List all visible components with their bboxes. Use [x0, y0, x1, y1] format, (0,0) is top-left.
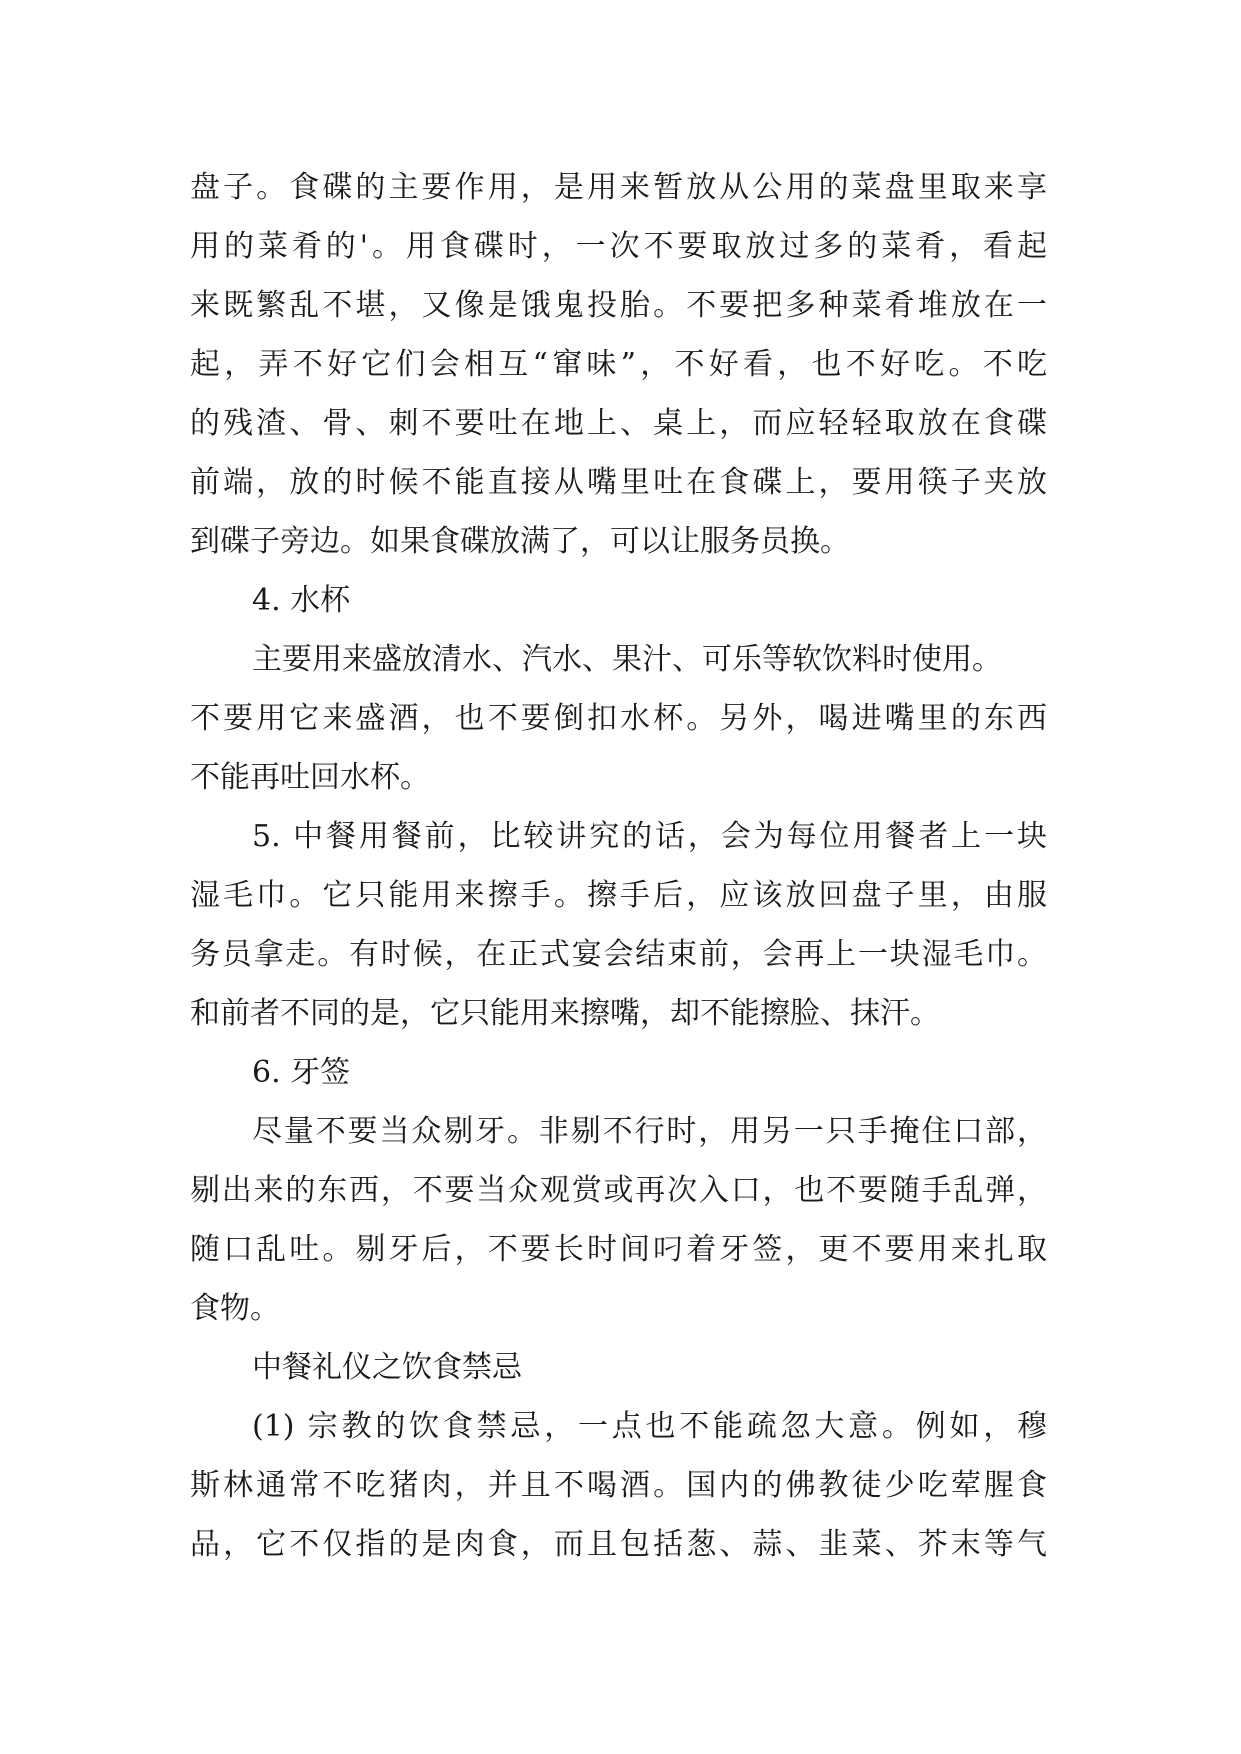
section-heading: 6. 牙签	[252, 1055, 351, 1090]
section-heading: 中餐礼仪之饮食禁忌	[252, 1350, 522, 1385]
body-text-line: 食物。	[190, 1291, 280, 1326]
body-text-line: 务员拿走。有时候，在正式宴会结束前，会再上一块湿毛巾。	[190, 937, 1047, 972]
section-heading: 4. 水杯	[252, 583, 351, 618]
body-text-line: 来既繁乱不堪，又像是饿鬼投胎。不要把多种菜肴堆放在一	[190, 288, 1047, 323]
body-text-line: 剔出来的东西，不要当众观赏或再次入口，也不要随手乱弹，	[190, 1173, 1047, 1208]
body-text-line: 前端，放的时候不能直接从嘴里吐在食碟上，要用筷子夹放	[190, 465, 1047, 500]
body-text-line: (1) 宗教的饮食禁忌，一点也不能疏忽大意。例如，穆	[252, 1409, 1047, 1444]
body-text-line: 到碟子旁边。如果食碟放满了，可以让服务员换。	[190, 524, 850, 559]
body-text-line: 湿毛巾。它只能用来擦手。擦手后，应该放回盘子里，由服	[190, 878, 1047, 913]
body-text-line: 尽量不要当众剔牙。非剔不行时，用另一只手掩住口部，	[252, 1114, 1047, 1149]
body-text-line: 品，它不仅指的是肉食，而且包括葱、蒜、韭菜、芥末等气	[190, 1527, 1047, 1562]
body-text-line: 随口乱吐。剔牙后，不要长时间叼着牙签，更不要用来扎取	[190, 1232, 1047, 1267]
body-text-line: 用的菜肴的'。用食碟时，一次不要取放过多的菜肴，看起	[190, 229, 1047, 264]
body-text-line: 盘子。食碟的主要作用，是用来暂放从公用的菜盘里取来享	[190, 170, 1047, 205]
body-text-line: 的残渣、骨、刺不要吐在地上、桌上，而应轻轻取放在食碟	[190, 406, 1047, 441]
body-text-line: 不能再吐回水杯。	[190, 760, 430, 795]
body-text-line: 斯林通常不吃猪肉，并且不喝酒。国内的佛教徒少吃荤腥食	[190, 1468, 1047, 1503]
body-text-line: 和前者不同的是，它只能用来擦嘴，却不能擦脸、抹汗。	[190, 996, 940, 1031]
body-text-line: 主要用来盛放清水、汽水、果汁、可乐等软饮料时使用。	[252, 642, 1002, 677]
body-text-line: 不要用它来盛酒，也不要倒扣水杯。另外，喝进嘴里的东西	[190, 701, 1047, 736]
body-text-line: 5. 中餐用餐前，比较讲究的话，会为每位用餐者上一块	[252, 819, 1047, 854]
body-text-line: 起，弄不好它们会相互“窜味”，不好看，也不好吃。不吃	[190, 347, 1047, 382]
